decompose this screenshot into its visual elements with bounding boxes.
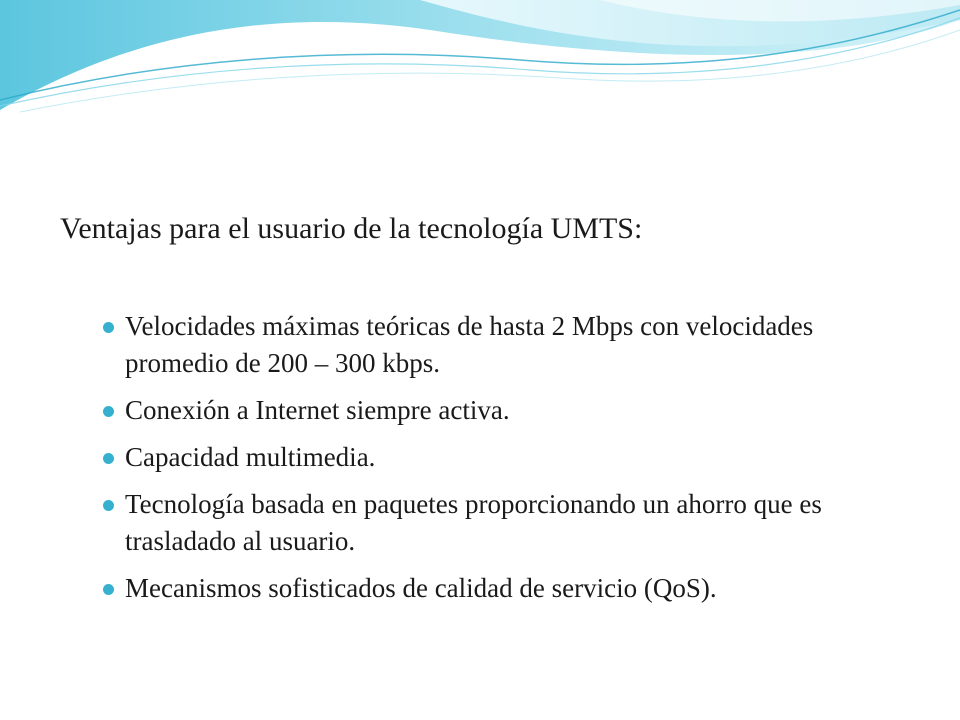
bullet-dot-icon — [103, 453, 114, 464]
slide-heading: Ventajas para el usuario de la tecnología UMTS: — [60, 212, 643, 245]
bullet-dot-icon — [103, 406, 114, 417]
bullet-dot-icon — [103, 322, 114, 333]
list-item — [100, 570, 900, 607]
bullet-list — [100, 308, 900, 617]
list-item — [100, 439, 900, 476]
list-item — [100, 308, 900, 382]
list-item — [100, 392, 900, 429]
list-item — [100, 486, 900, 560]
bullet-text: Mecanismos sofisticados de calidad de servicio (QoS). — [125, 573, 717, 603]
wave-header-decoration — [0, 0, 960, 130]
bullet-text: Tecnología basada en paquetes proporcionando un ahorro que es trasladado al usuario. — [125, 489, 822, 556]
bullet-text: Conexión a Internet siempre activa. — [125, 395, 510, 425]
bullet-text: Velocidades máximas teóricas de hasta 2 Mbps con velocidades promedio de 200 – 300 kbps. — [125, 311, 814, 378]
bullet-dot-icon — [103, 500, 114, 511]
bullet-dot-icon — [103, 584, 114, 595]
bullet-text: Capacidad multimedia. — [125, 442, 376, 472]
